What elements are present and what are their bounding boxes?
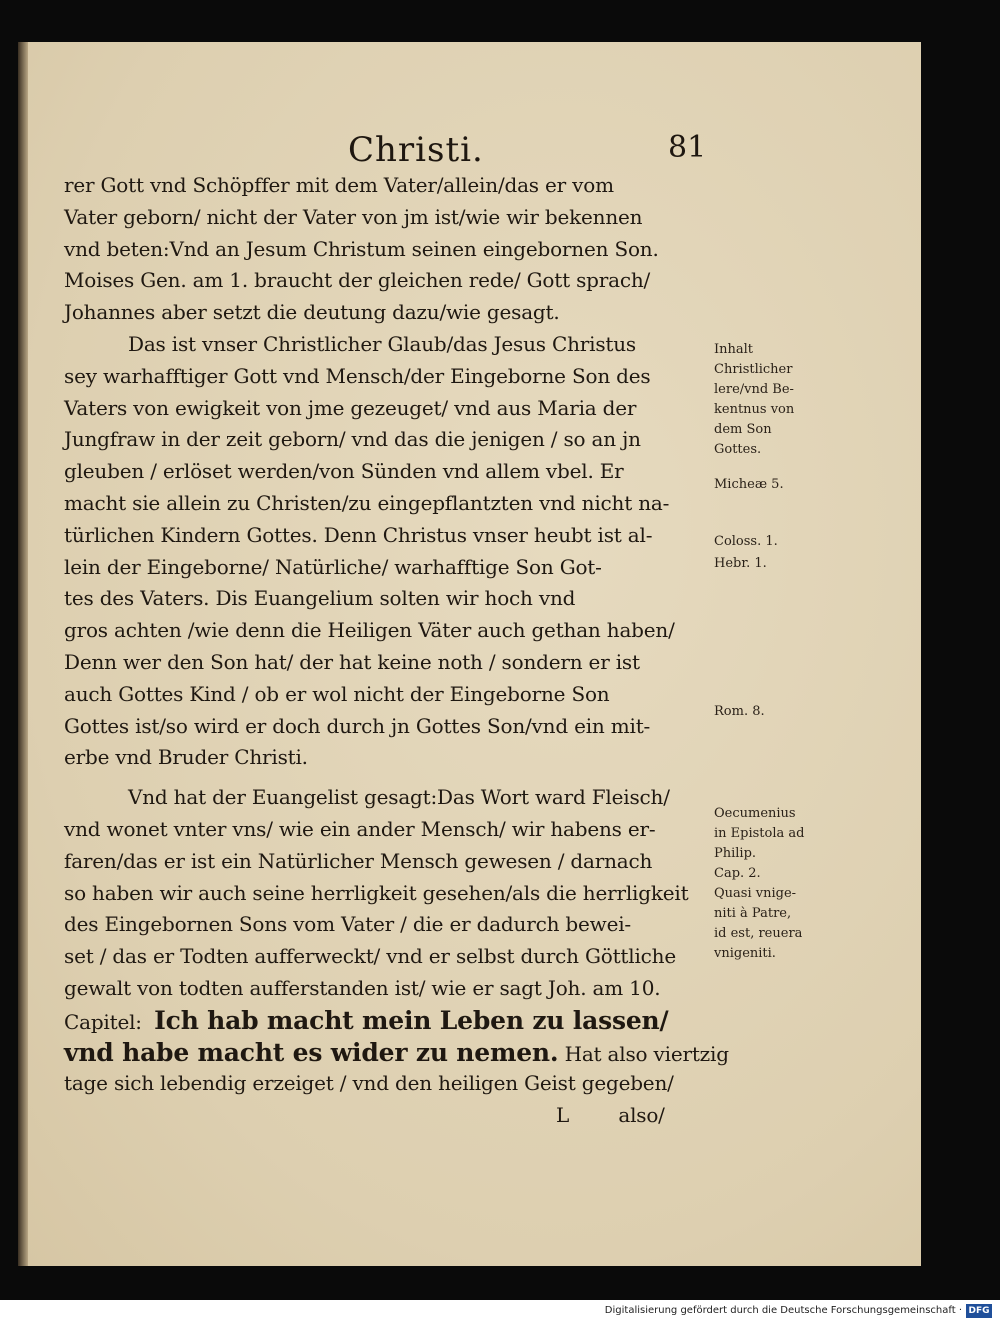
- signature-mark: L: [556, 1103, 570, 1128]
- text-line: macht sie allein zu Christen/zu eingepflantzten vnd nicht na-: [64, 490, 670, 515]
- text-line: so haben wir auch seine herrligkeit gesehen/als die herrligkeit: [64, 880, 689, 905]
- margin-note-line: dem Son: [714, 422, 772, 437]
- margin-note-line: lere/vnd Be-: [714, 382, 794, 397]
- text-line: Jungfraw in der zeit geborn/ vnd das die jenigen / so an jn: [64, 427, 641, 452]
- text-line: tes des Vaters. Dis Euangelium solten wir hoch vnd: [64, 586, 576, 611]
- text-line: erbe vnd Bruder Christi.: [64, 745, 308, 770]
- emphasis-quote: vnd habe macht es wider zu nemen.: [64, 1037, 559, 1067]
- paragraph-start: Vnd hat der Euangelist gesagt:Das Wort ward Fleisch/: [128, 785, 670, 810]
- margin-note: [714, 340, 794, 460]
- text-line: set / das er Todten aufferweckt/ vnd er selbst durch Göttliche: [64, 944, 676, 969]
- text-line: Vater geborn/ nicht der Vater von jm ist/wie wir bekennen: [64, 204, 643, 229]
- footer-bar: [0, 1300, 1000, 1323]
- margin-note-line: Inhalt: [714, 342, 754, 357]
- text-line: vnd wonet vnter vns/ wie ein ander Mensch/ wir habens er-: [64, 816, 656, 841]
- margin-note-line: Cap. 2.: [714, 866, 761, 881]
- margin-note-line: Christlicher: [714, 362, 793, 377]
- margin-note-line: Oecumenius: [714, 806, 796, 821]
- text-line: Johannes aber setzt die deutung dazu/wie gesagt.: [64, 300, 560, 325]
- text-line: gewalt von todten aufferstanden ist/ wie er sagt Joh. am 10.: [64, 975, 661, 1000]
- margin-note: [714, 804, 804, 964]
- margin-note-line: Gottes.: [714, 442, 762, 457]
- running-head: Christi.: [348, 130, 484, 170]
- paragraph-gap: [64, 774, 712, 782]
- catchword: also/: [618, 1103, 665, 1128]
- text-line: des Eingebornen Sons vom Vater / die er dadurch bewei-: [64, 912, 631, 937]
- funding-credit: Digitalisierung gefördert durch die Deutsche Forschungsgemeinschaft ·: [604, 1305, 962, 1316]
- margin-note-line: niti à Patre,: [714, 906, 792, 921]
- text-line: sey warhafftiger Gott vnd Mensch/der Eingeborne Son des: [64, 363, 651, 388]
- paragraph-start: Das ist vnser Christlicher Glaub/das Jesus Christus: [128, 331, 636, 356]
- text-line: rer Gott vnd Schöpffer mit dem Vater/allein/das er vom: [64, 173, 614, 197]
- page-number: 81: [668, 130, 707, 165]
- text-fragment: Capitel:: [64, 1009, 142, 1034]
- text-line: Moises Gen. am 1. braucht der gleichen rede/ Gott sprach/: [64, 268, 651, 293]
- margin-note-line: id est, reuera: [714, 926, 803, 941]
- text-line: Vaters von ewigkeit von jme gezeuget/ vnd aus Maria der: [64, 395, 637, 420]
- text-line: Gottes ist/so wird er doch durch jn Gottes Son/vnd ein mit-: [64, 713, 651, 738]
- emphasis-quote: Ich hab macht mein Leben zu lassen/: [154, 1005, 669, 1035]
- margin-note-line: kentnus von: [714, 402, 795, 417]
- text-line: auch Gottes Kind / ob er wol nicht der Eingeborne Son: [64, 681, 610, 706]
- margin-note: Hebr. 1.: [714, 556, 767, 571]
- margin-note-line: vnigeniti.: [714, 946, 776, 961]
- text-line: faren/das er ist ein Natürlicher Mensch gewesen / darnach: [64, 848, 653, 873]
- text-line: Denn wer den Son hat/ der hat keine noth / sondern er ist: [64, 649, 640, 674]
- text-fragment: Hat also viertzig: [564, 1041, 729, 1066]
- signature-line: [64, 1100, 712, 1132]
- text-line: türlichen Kindern Gottes. Denn Christus vnser heubt ist al-: [64, 522, 653, 547]
- margin-note: Coloss. 1.: [714, 534, 778, 549]
- margin-note-line: in Epistola ad: [714, 826, 805, 841]
- text-line: tage sich lebendig erzeiget / vnd den heiligen Geist gegeben/: [64, 1071, 674, 1096]
- text-line: gleuben / erlöset werden/von Sünden vnd allem vbel. Er: [64, 459, 624, 484]
- margin-note-line: Quasi vnige-: [714, 886, 797, 901]
- page-edge-shadow: [18, 42, 28, 1266]
- text-line: lein der Eingeborne/ Natürliche/ warhafftige Son Got-: [64, 554, 602, 579]
- dfg-logo-icon: DFG: [966, 1304, 992, 1318]
- text-line: vnd beten:Vnd an Jesum Christum seinen eingebornen Son.: [64, 236, 659, 261]
- main-text-column: [64, 170, 729, 1132]
- text-line: gros achten /wie denn die Heiligen Väter auch gethan haben/: [64, 618, 675, 643]
- margin-note: Micheæ 5.: [714, 477, 784, 492]
- margin-note: Rom. 8.: [714, 704, 765, 719]
- text-line: [64, 1005, 712, 1037]
- margin-note-line: Philip.: [714, 846, 757, 861]
- text-line: [64, 1037, 729, 1069]
- book-page: [18, 42, 921, 1266]
